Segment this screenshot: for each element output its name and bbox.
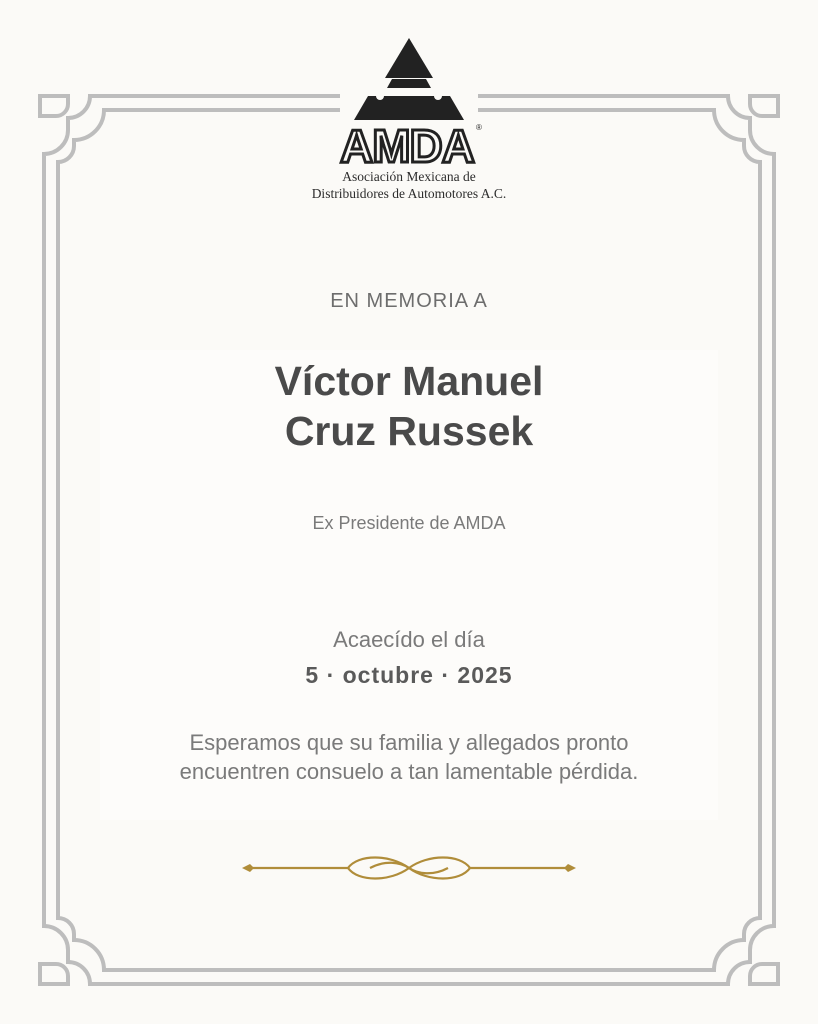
deceased-name-line2: Cruz Russek	[284, 408, 534, 454]
organization-name-line1: Asociación Mexicana de	[342, 169, 476, 184]
deceased-name-line1: Víctor Manuel	[274, 358, 544, 404]
passed-label: Acaecído el día	[333, 627, 485, 652]
registered-mark: ®	[476, 123, 482, 132]
condolence-line1: Esperamos que su familia y allegados pronto	[189, 730, 629, 755]
logo-wordmark: AMDA	[340, 120, 474, 168]
organization-name	[229, 168, 589, 202]
deceased-role: Ex Presidente de AMDA	[312, 513, 506, 533]
amda-logo-icon	[318, 36, 500, 168]
deceased-name	[60, 356, 758, 456]
organization-name-line2: Distribuidores de Automotores A.C.	[311, 186, 507, 201]
passed-date: 5 · octubre · 2025	[305, 662, 513, 688]
condolence-message	[60, 728, 758, 786]
memorial-heading: EN MEMORIA A	[330, 290, 488, 312]
gold-ornament-icon	[240, 850, 578, 886]
condolence-line2: encuentren consuelo a tan lamentable pérdida.	[179, 759, 639, 784]
